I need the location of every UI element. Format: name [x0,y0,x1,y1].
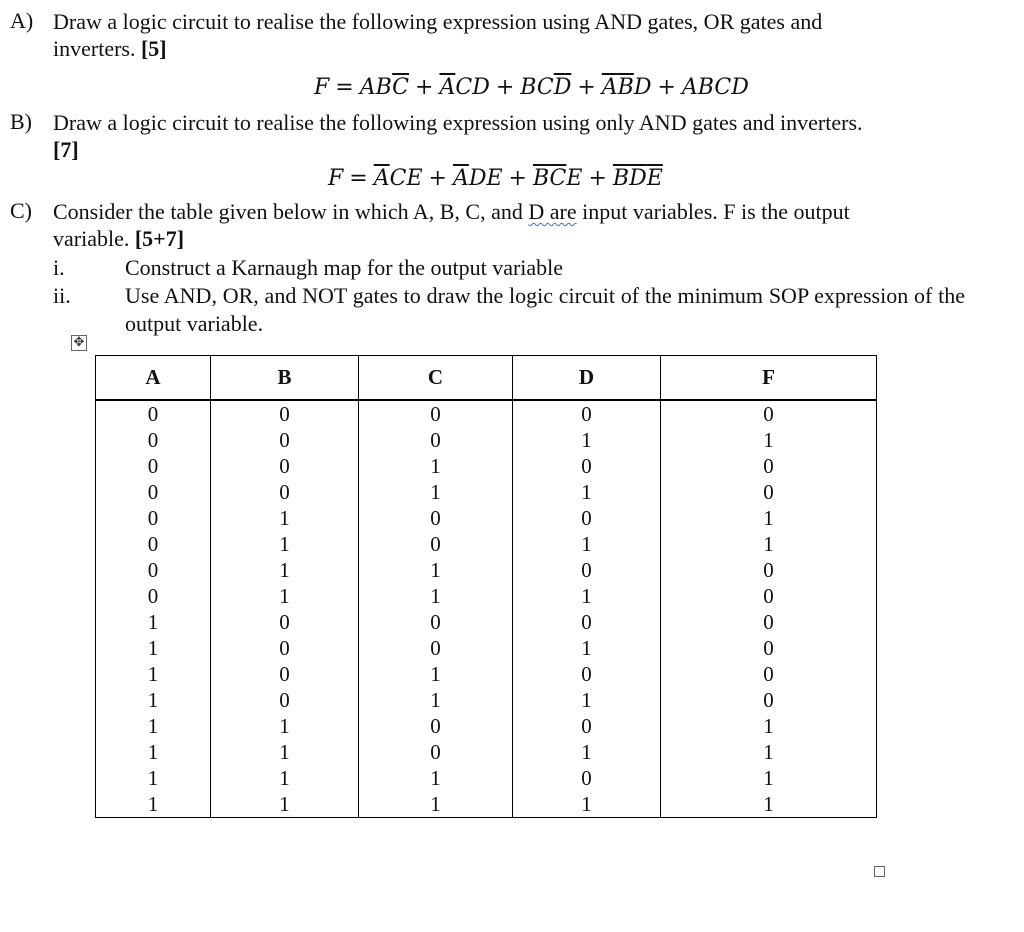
table-cell: 0 [359,427,513,453]
formula-literal-complement: $\overline{A}$ [439,75,456,100]
table-cell: 1 [96,661,211,687]
formula-term [453,166,503,191]
table-cell: 1 [359,479,513,505]
formula-term [602,75,652,100]
sub-item-2-text: Use AND, OR, and NOT gates to draw the logic circuit of the minimum SOP expression of the output variable. [125,283,965,336]
table-cell: 0 [513,400,661,427]
table-cell: 0 [513,557,661,583]
formula-literal: A [359,75,376,100]
section-c-line1-post: input variables. F is the output [576,199,850,224]
table-row [96,531,877,557]
table-body [96,400,877,818]
spellcheck-flag[interactable]: D are [528,199,577,224]
table-cell: 1 [661,713,877,739]
table-cell: 1 [359,557,513,583]
table-row [96,453,877,479]
table-cell: 1 [359,583,513,609]
table-cell: 0 [211,400,359,427]
section-c-label: C) [10,198,32,223]
section-a-line1: Draw a logic circuit to realise the following expression using AND gates, OR gates and [53,9,823,34]
table-row [96,479,877,505]
table-cell: 1 [211,557,359,583]
table-cell: 0 [661,583,877,609]
table-cell: 0 [211,427,359,453]
section-c-text [53,198,973,252]
table-row [96,635,877,661]
table-cell: 0 [661,557,877,583]
formula-literal: C [536,75,554,100]
table-cell: 1 [211,583,359,609]
table-cell: 0 [359,531,513,557]
section-b-marks: [7] [53,137,79,162]
header-f: F [661,356,877,401]
formula-literal: C [389,166,407,191]
section-c-line1-pre: Consider the table given below in which A, B, C, and [53,199,529,224]
formula-literal: B [697,75,715,100]
formula-term [360,75,409,100]
section-c-line1 [53,198,973,225]
table-cell: 1 [513,739,661,765]
section-a-text [53,8,963,62]
table-cell: 0 [96,557,211,583]
section-b-formula [328,166,663,192]
formula-literal: B [520,75,537,100]
formula-literal-complement: $\overline{B}$ [612,166,630,191]
table-cell: 1 [513,687,661,713]
formula-plus: + [428,166,447,191]
table-cell: 0 [661,479,877,505]
formula-literal: E [486,166,503,191]
table-cell: 1 [661,791,877,818]
table-cell: 0 [211,635,359,661]
formula-term [439,75,489,100]
table-cell: 1 [661,739,877,765]
formula-literal-complement: $\overline{B}$ [532,166,550,191]
table-row [96,791,877,818]
formula-literal-complement: $\overline{A}$ [601,75,618,100]
formula-term [613,166,663,191]
table-move-handle[interactable]: ✥ [71,335,87,351]
formula-literal-complement: $\overline{E}$ [646,166,663,191]
table-cell: 0 [211,609,359,635]
section-c-line2 [53,225,973,252]
formula-literal: B [375,75,393,100]
table-cell: 1 [513,583,661,609]
formula-plus: + [577,75,596,100]
section-b-text [53,109,973,163]
formula-equals: = [335,75,354,100]
table-cell: 1 [359,661,513,687]
table-cell: 1 [96,609,211,635]
table-row [96,583,877,609]
table-cell: 0 [211,453,359,479]
formula-term [374,166,423,191]
table-cell: 1 [211,713,359,739]
formula-literal-complement: $\overline{B}$ [617,75,634,100]
table-cell: 0 [96,479,211,505]
formula-literal: D [468,166,487,191]
table-cell: 1 [96,765,211,791]
table-cell: 1 [661,427,877,453]
header-c: C [359,356,513,401]
table-cell: 1 [211,791,359,818]
formula-term [533,166,582,191]
formula-literal: A [681,75,698,100]
table-row [96,739,877,765]
table-cell: 0 [211,479,359,505]
section-a-formula [314,75,749,101]
sub-item-1-number: i. [53,255,65,280]
section-b-label: B) [10,109,32,134]
table-cell: 0 [513,505,661,531]
section-b-line1: Draw a logic circuit to realise the following expression using only AND gates and inverters. [53,110,863,135]
truth-table [95,355,877,818]
table-cell: 0 [96,427,211,453]
table-cell: 1 [211,739,359,765]
section-a-line2-text: inverters. [53,36,136,61]
table-cell: 1 [359,765,513,791]
sub-item-1-text: Construct a Karnaugh map for the output variable [125,255,564,280]
table-row [96,505,877,531]
table-row [96,400,877,427]
table-cell: 0 [96,453,211,479]
table-cell: 0 [96,505,211,531]
table-cell: 0 [211,661,359,687]
formula-literal: D [731,75,749,100]
table-cell: 1 [513,635,661,661]
table-cell: 0 [661,635,877,661]
formula-equals: = [349,166,368,191]
table-row [96,713,877,739]
table-row [96,765,877,791]
table-cell: 1 [211,505,359,531]
formula-plus: + [415,75,434,100]
table-cell: 1 [513,531,661,557]
table-cell: 0 [661,453,877,479]
table-cell: 1 [661,765,877,791]
formula-lhs: F [314,75,330,100]
table-cell: 0 [513,661,661,687]
table-cell: 0 [661,687,877,713]
formula-plus: + [657,75,676,100]
table-cell: 0 [661,609,877,635]
table-cell: 1 [513,479,661,505]
table-cell: 1 [96,635,211,661]
formula-literal-complement: $\overline{D}$ [553,75,572,100]
formula-literal: E [566,166,583,191]
header-d: D [513,356,661,401]
table-cell: 1 [513,427,661,453]
table-cell: 1 [359,453,513,479]
table-cell: 1 [96,739,211,765]
formula-plus: + [588,166,607,191]
section-c-line2-text: variable. [53,226,130,251]
formula-literal: C [714,75,732,100]
table-cell: 0 [513,609,661,635]
table-cell: 1 [359,791,513,818]
formula-literal-complement: $\overline{A}$ [373,166,390,191]
formula-literal-complement: $\overline{D}$ [629,166,647,191]
header-a: A [96,356,211,401]
formula-literal-complement: $\overline{C}$ [549,166,567,191]
formula-term [682,75,749,100]
table-header-row [96,356,877,401]
table-cell: 0 [96,531,211,557]
table-cell: 0 [211,687,359,713]
table-cell: 0 [513,713,661,739]
section-c-marks: [5+7] [134,226,185,251]
table-row [96,427,877,453]
formula-literal: D [633,75,652,100]
table-cell: 0 [661,400,877,427]
formula-plus: + [495,75,515,100]
table-cell: 1 [96,687,211,713]
table-cell: 0 [359,400,513,427]
table-cell: 1 [211,531,359,557]
table-cell: 1 [96,791,211,818]
table-cell: 0 [359,635,513,661]
header-b: B [211,356,359,401]
table-cell: 0 [513,765,661,791]
formula-literal: C [455,75,473,100]
table-row [96,557,877,583]
table-cell: 0 [359,609,513,635]
table-cell: 0 [359,739,513,765]
table-cell: 1 [661,531,877,557]
table-cell: 0 [661,661,877,687]
section-a-label: A) [10,8,34,33]
table-row [96,687,877,713]
section-a-line2 [53,35,963,62]
table-cell: 0 [513,453,661,479]
table-cell: 1 [211,765,359,791]
table-cell: 0 [359,713,513,739]
section-a-marks: [5] [140,36,167,61]
table-cell: 0 [96,400,211,427]
table-cell: 0 [96,583,211,609]
formula-lhs: F [328,166,344,191]
formula-term [520,75,571,100]
table-cell: 1 [96,713,211,739]
formula-literal-complement: $\overline{C}$ [392,75,410,100]
table-cell: 1 [661,505,877,531]
table-row [96,609,877,635]
formula-plus: + [508,166,527,191]
formula-literal-complement: $\overline{A}$ [452,166,469,191]
formula-literal: E [406,166,423,191]
sub-item-2-number: ii. [53,283,71,308]
table-cell: 0 [359,505,513,531]
table-cell: 1 [513,791,661,818]
table-cell: 1 [359,687,513,713]
table-resize-handle[interactable] [874,866,885,877]
table-row [96,661,877,687]
formula-literal: D [472,75,490,100]
